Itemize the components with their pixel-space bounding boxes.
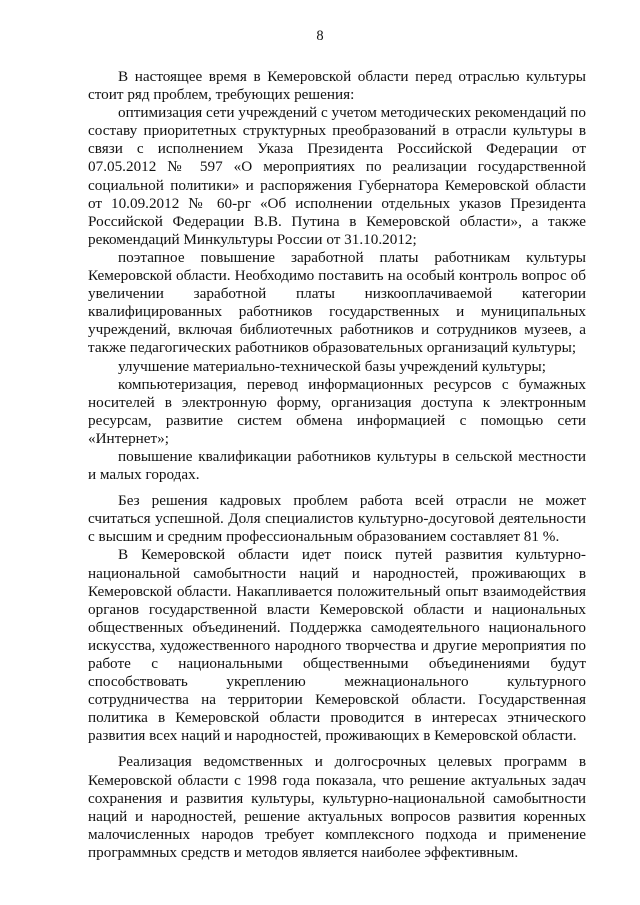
paragraph-material-base: улучшение материально-технической базы учреждений культуры; bbox=[118, 357, 546, 375]
paragraph-salary: поэтапное повышение заработной платы работникам культуры Кемеровской области. Необходимо поставить на особый контроль вопрос об увеличении заработной платы низкооплачиваемой категории квалифицированных работников государственных и муниципальных учреждений, включая библиотечных работников и сотрудников музеев, а также педагогических работников образовательных организаций культуры; bbox=[88, 248, 586, 357]
paragraph-computerization: компьютеризация, перевод информационных ресурсов с бумажных носителей в электронную форму, организация доступа к электронным ресурсам, развитие систем обмена информацией с помощью сети «Интернет»; bbox=[88, 375, 586, 447]
paragraph-staff: Без решения кадровых проблем работа всей отрасли не может считаться успешной. Доля специалистов культурно-досуговой деятельности с высшим и средним профессиональным образованием составляет 81 %. bbox=[88, 492, 586, 546]
paragraph-programs: Реализация ведомственных и долгосрочных целевых программ в Кемеровской области с 1998 года показала, что решение актуальных задач сохранения и развития культуры, культурно-национальной самобытности наций и народностей, решение актуальных вопросов развития коренных малочисленных народов требует комплексного подхода и применение программных средств и методов является наиболее эффективным. bbox=[88, 753, 586, 861]
document-body bbox=[88, 68, 586, 862]
paragraph-national-culture: В Кемеровской области идет поиск путей развития культурно-национальной самобытности наций и народностей, проживающих в Кемеровской области. Накапливается положительный опыт взаимодействия органов государственной власти Кемеровской области и национальных общественных объединений. Поддержка самодеятельного национального искусства, художественного народного творчества и другие мероприятия по работе с национальными общественными объединениями будут способствовать укреплению межнационального культурного сотрудничества на территории Кемеровской области. Государственная политика в Кемеровской области проводится в интересах этнического развития всех наций и народностей, проживающих в Кемеровской области. bbox=[88, 546, 586, 745]
page-number: 8 bbox=[316, 28, 324, 44]
paragraph-optimization: оптимизация сети учреждений с учетом методических рекомендаций по составу приоритетных структурных преобразований в отрасли культуры в связи с исполнением Указа Президента Российской Федерации от 07.05.2012 № 597 «О мероприятиях по реализации государственной социальной политики» и распоряжения Губернатора Кемеровской области от 10.09.2012 № 60-рг «Об исполнении отдельных указов Президента Российской Федерации В.В. Путина в Кемеровской области», а также рекомендаций Минкультуры России от 31.10.2012; bbox=[88, 104, 586, 248]
paragraph-intro: В настоящее время в Кемеровской области перед отраслью культуры стоит ряд проблем, требующих решения: bbox=[88, 68, 586, 104]
paragraph-qualification: повышение квалификации работников культуры в сельской местности и малых городах. bbox=[88, 447, 586, 484]
